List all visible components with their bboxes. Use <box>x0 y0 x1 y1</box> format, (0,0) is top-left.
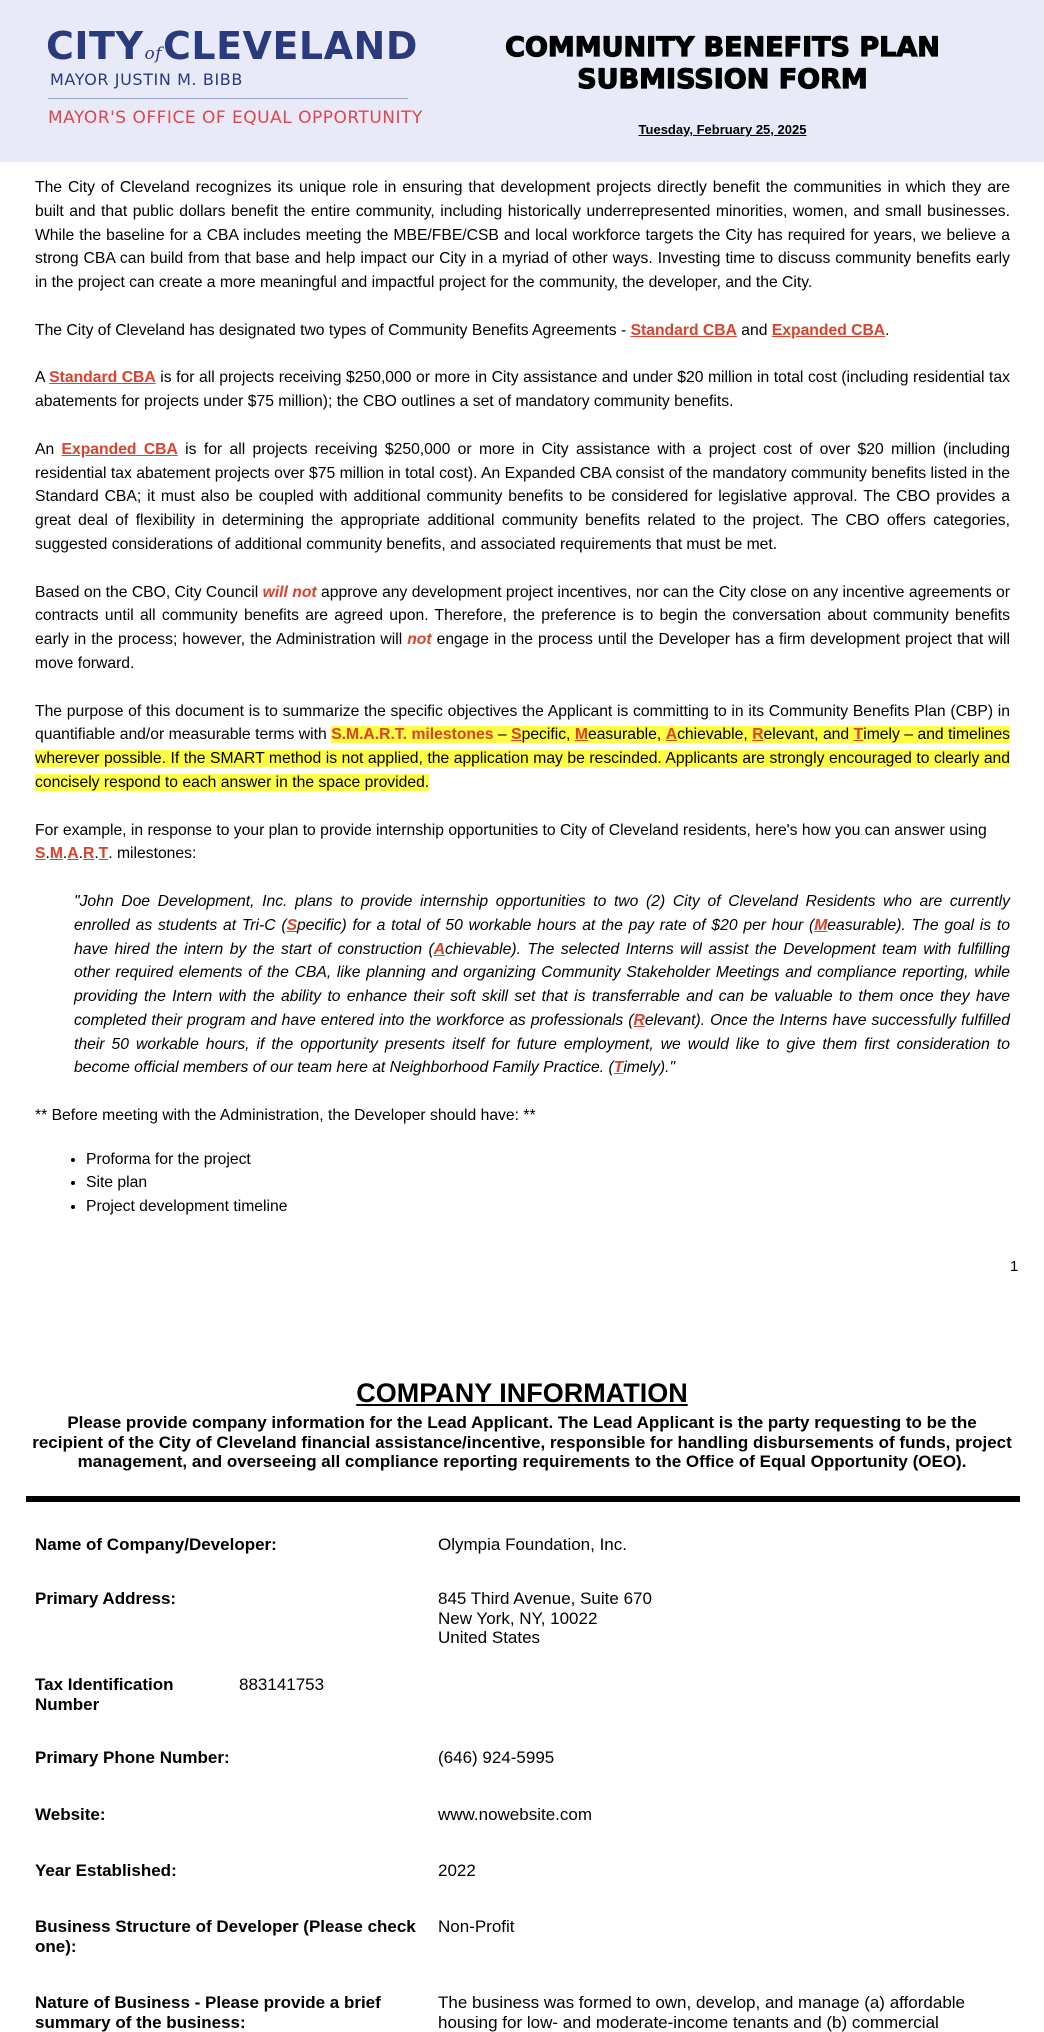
business-structure-value[interactable]: Non-Profit <box>438 1917 515 1936</box>
standard-cba-paragraph: A Standard CBA is for all projects receiving $250,000 or more in City assistance and under $20 million in total cost (including residential tax abatements for projects under $75 million); the CBO outlines a set of mandatory community benefits. <box>35 369 1010 411</box>
logo-divider <box>48 98 408 99</box>
field-label: Nature of Business - Please provide a brief summary of the business: <box>35 1993 381 2032</box>
intro-paragraph: The City of Cleveland recognizes its unique role in ensuring that development projects directly benefit the communities in which they are built and that public dollars benefit the entire community, including historically underrepresented minorities, women, and small businesses. While the baseline for a CBA includes meeting the MBE/FBE/CSB and local workforce targets the City has required for years, we believe a strong CBA can build from that base and help impact our City in a myriad of other ways. Investing time to discuss community benefits early in the project can create a more meaningful and impactful project for the community, the developer, and the City. <box>35 179 1010 292</box>
requirements-list <box>35 1148 1010 1219</box>
page-header <box>0 0 1044 162</box>
nature-of-business-value[interactable]: The business was formed to own, develop, and manage (a) affordable housing for low- and moderate-income tenants and (b) commercial <box>438 1993 965 2032</box>
smart-paragraph: The purpose of this document is to summarize the specific objectives the Applicant is committing to in its Community Benefits Plan (CBP) in quantifiable and/or measurable terms with S.M.A.R.T. milestones – Specific, Measurable, Achievable, Relevant, and Timely – and timelines wherever possible. If the SMART method is not applied, the application may be rescinded. Applicants are strongly encouraged to clearly and concisely respond to each answer in the space provided. <box>35 702 1011 791</box>
page-number: 1 <box>1010 1258 1019 1275</box>
phone-value[interactable]: (646) 924-5995 <box>438 1748 555 1767</box>
example-lead-paragraph: For example, in response to your plan to provide internship opportunities to City of Cleveland residents, here's how you can answer using S.M.A.R.T. milestones: <box>35 821 987 863</box>
expanded-cba-link: Expanded CBA <box>771 321 886 339</box>
city-logo: CITYofCLEVELAND <box>46 24 418 68</box>
logo-mayor-name: MAYOR JUSTIN M. BIBB <box>50 70 243 89</box>
list-item: • Site plan <box>86 1171 1010 1195</box>
field-label: Primary Phone Number: <box>35 1748 230 1767</box>
standard-cba-link: Standard CBA <box>630 321 737 339</box>
field-label: Tax Identification Number <box>35 1675 174 1714</box>
field-label: Year Established: <box>35 1861 177 1880</box>
form-title: COMMUNITY BENEFITS PLAN SUBMISSION FORM <box>505 32 940 95</box>
before-meeting-note: ** Before meeting with the Administration, the Developer should have: ** <box>35 1107 536 1125</box>
council-paragraph: Based on the CBO, City Council will not approve any development project incentives, nor can the City close on any incentive agreements or contracts until all community benefits are agreed upon. Therefore, the preference is to begin the conversation about community benefits early in the process; however, the Administration will not engage in the process until the Developer has a firm development project that will move forward. <box>35 583 1010 672</box>
expanded-cba-paragraph: An Expanded CBA is for all projects receiving $250,000 or more in City assistance with a project cost of over $20 million (including residential tax abatement projects over $75 million in total cost). An Expanded CBA consist of the mandatory community benefits listed in the Standard CBA; it must also be coupled with additional community benefits to be considered for legislative approval. The CBO provides a great deal of flexibility in determining the appropriate additional community benefits related to the project. The CBO offers categories, suggested considerations of additional community benefits, and associated requirements that must be met. <box>35 440 1010 553</box>
website-value[interactable]: www.nowebsite.com <box>438 1805 593 1824</box>
field-label: Website: <box>35 1805 106 1824</box>
primary-address-value[interactable]: 845 Third Avenue, Suite 670 New York, NY, 10022 United States <box>438 1589 652 1647</box>
field-label: Name of Company/Developer: <box>35 1535 277 1554</box>
company-info-title: COMPANY INFORMATION <box>356 1378 688 1408</box>
section-divider <box>26 1496 1020 1502</box>
company-info-instructions: Please provide company information for the Lead Applicant. The Lead Applicant is the party requesting to be the recipient of the City of Cleveland financial assistance/incentive, responsible for handling disbursements of funds, project management, and overseeing all compliance reporting requirements to the Office of Equal Opportunity (OEO). <box>32 1413 1012 1471</box>
logo-office-name: MAYOR'S OFFICE OF EQUAL OPPORTUNITY <box>48 108 423 128</box>
year-established-value[interactable]: 2022 <box>438 1861 476 1880</box>
cba-types-paragraph: The City of Cleveland has designated two types of Community Benefits Agreements - Standard CBA and Expanded CBA. <box>35 321 890 339</box>
list-item: • Proforma for the project <box>86 1148 1010 1172</box>
company-name-value[interactable]: Olympia Foundation, Inc. <box>438 1535 627 1554</box>
intro-section <box>35 176 1010 1219</box>
tax-id-value[interactable]: 883141753 <box>239 1675 325 1694</box>
field-label: Primary Address: <box>35 1589 177 1608</box>
smart-example-quote: "John Doe Development, Inc. plans to provide internship opportunities to two (2) City of Cleveland Residents who are currently enrolled as students at Tri-C (Specific) for a total of 50 workable hours at the pay rate of $20 per hour (Measurable). The goal is to have hired the intern by the start of construction (Achievable). The selected Interns will assist the Development team with fulfilling other required elements of the CBA, like planning and organizing Community Stakeholder Meetings and compliance reporting, while providing the Intern with the ability to enhance their soft skill set that is transferrable and can be valuable to them once they have completed their program and have entered into the workforce as professionals (Relevant). Once the Interns have successfully fulfilled their 50 workable hours, if the opportunity presents itself for future employment, we would like to give them first consideration to become official members of our team here at Neighborhood Family Practice. (Timely)." <box>74 892 1010 1077</box>
list-item: • Project development timeline <box>86 1195 1010 1219</box>
form-date: Tuesday, February 25, 2025 <box>638 122 807 137</box>
field-label: Business Structure of Developer (Please check one): <box>35 1917 416 1956</box>
